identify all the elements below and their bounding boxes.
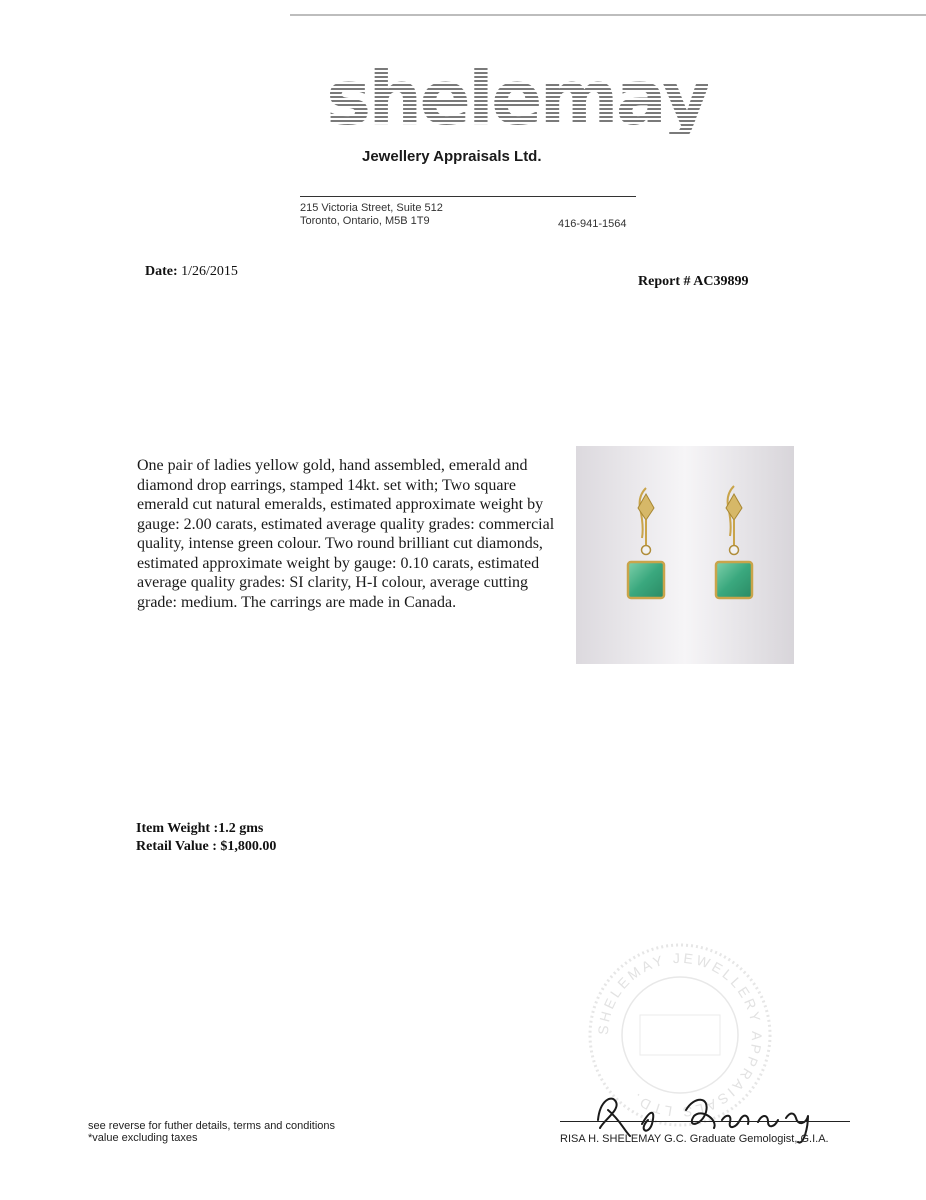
date-label: Date:: [145, 264, 178, 279]
letterhead-rule: [300, 196, 636, 197]
weight-label: Item Weight :: [136, 821, 219, 836]
scan-edge-line: [290, 14, 926, 16]
svg-text:SHELEMAY JEWELLERY APPRAISALS: SHELEMAY JEWELLERY APPRAISALS LTD.: [594, 949, 766, 1121]
terms-note: see reverse for futher details, terms and conditions: [88, 1120, 336, 1132]
address-line-2: Toronto, Ontario, M5B 1T9: [300, 215, 430, 227]
company-name: Jewellery Appraisals Ltd.: [362, 148, 542, 165]
retail-label: Retail Value :: [136, 839, 217, 854]
footnote: [88, 1120, 335, 1144]
item-details: [136, 820, 276, 856]
signature-line: [560, 1121, 850, 1122]
logo-wordmark: shelemay: [326, 53, 709, 142]
item-weight: [136, 820, 276, 838]
report-number: [638, 274, 748, 290]
company-logo: [326, 53, 709, 190]
tax-note: *value excluding taxes: [88, 1132, 198, 1144]
report-value: AC39899: [693, 274, 749, 289]
retail-amount: $1,800.00: [220, 839, 277, 854]
earrings-illustration: [576, 446, 794, 664]
date-value: 1/26/2015: [181, 264, 238, 279]
retail-value: [136, 838, 276, 856]
item-description: [137, 456, 567, 612]
company-phone: 416-941-1564: [558, 218, 627, 230]
address-line-1: 215 Victoria Street, Suite 512: [300, 202, 443, 214]
report-label: Report #: [638, 274, 691, 289]
description-text: One pair of ladies yellow gold, hand assembled, emerald and diamond drop earrings, stamped 14kt. set with; Two square emerald cut natural emeralds, estimated approximate weight by gauge: 2.00 carats, estimated average quality grades: commercial quality, intense green colour. Two round brilliant cut diamonds, estimated approximate weight by gauge: 0.10 carats, estimated average quality grades: SI clarity, H-I colour, average cutting grade: medium. The carrings are made in Canada.: [137, 457, 555, 611]
earrings-photo: [576, 446, 794, 664]
weight-value: 1.2 gms: [218, 821, 264, 836]
signer-name: RISA H. SHELEMAY G.C. Graduate Gemologist, G.I.A.: [560, 1133, 829, 1145]
company-address: [300, 202, 443, 228]
report-date: [145, 264, 238, 280]
